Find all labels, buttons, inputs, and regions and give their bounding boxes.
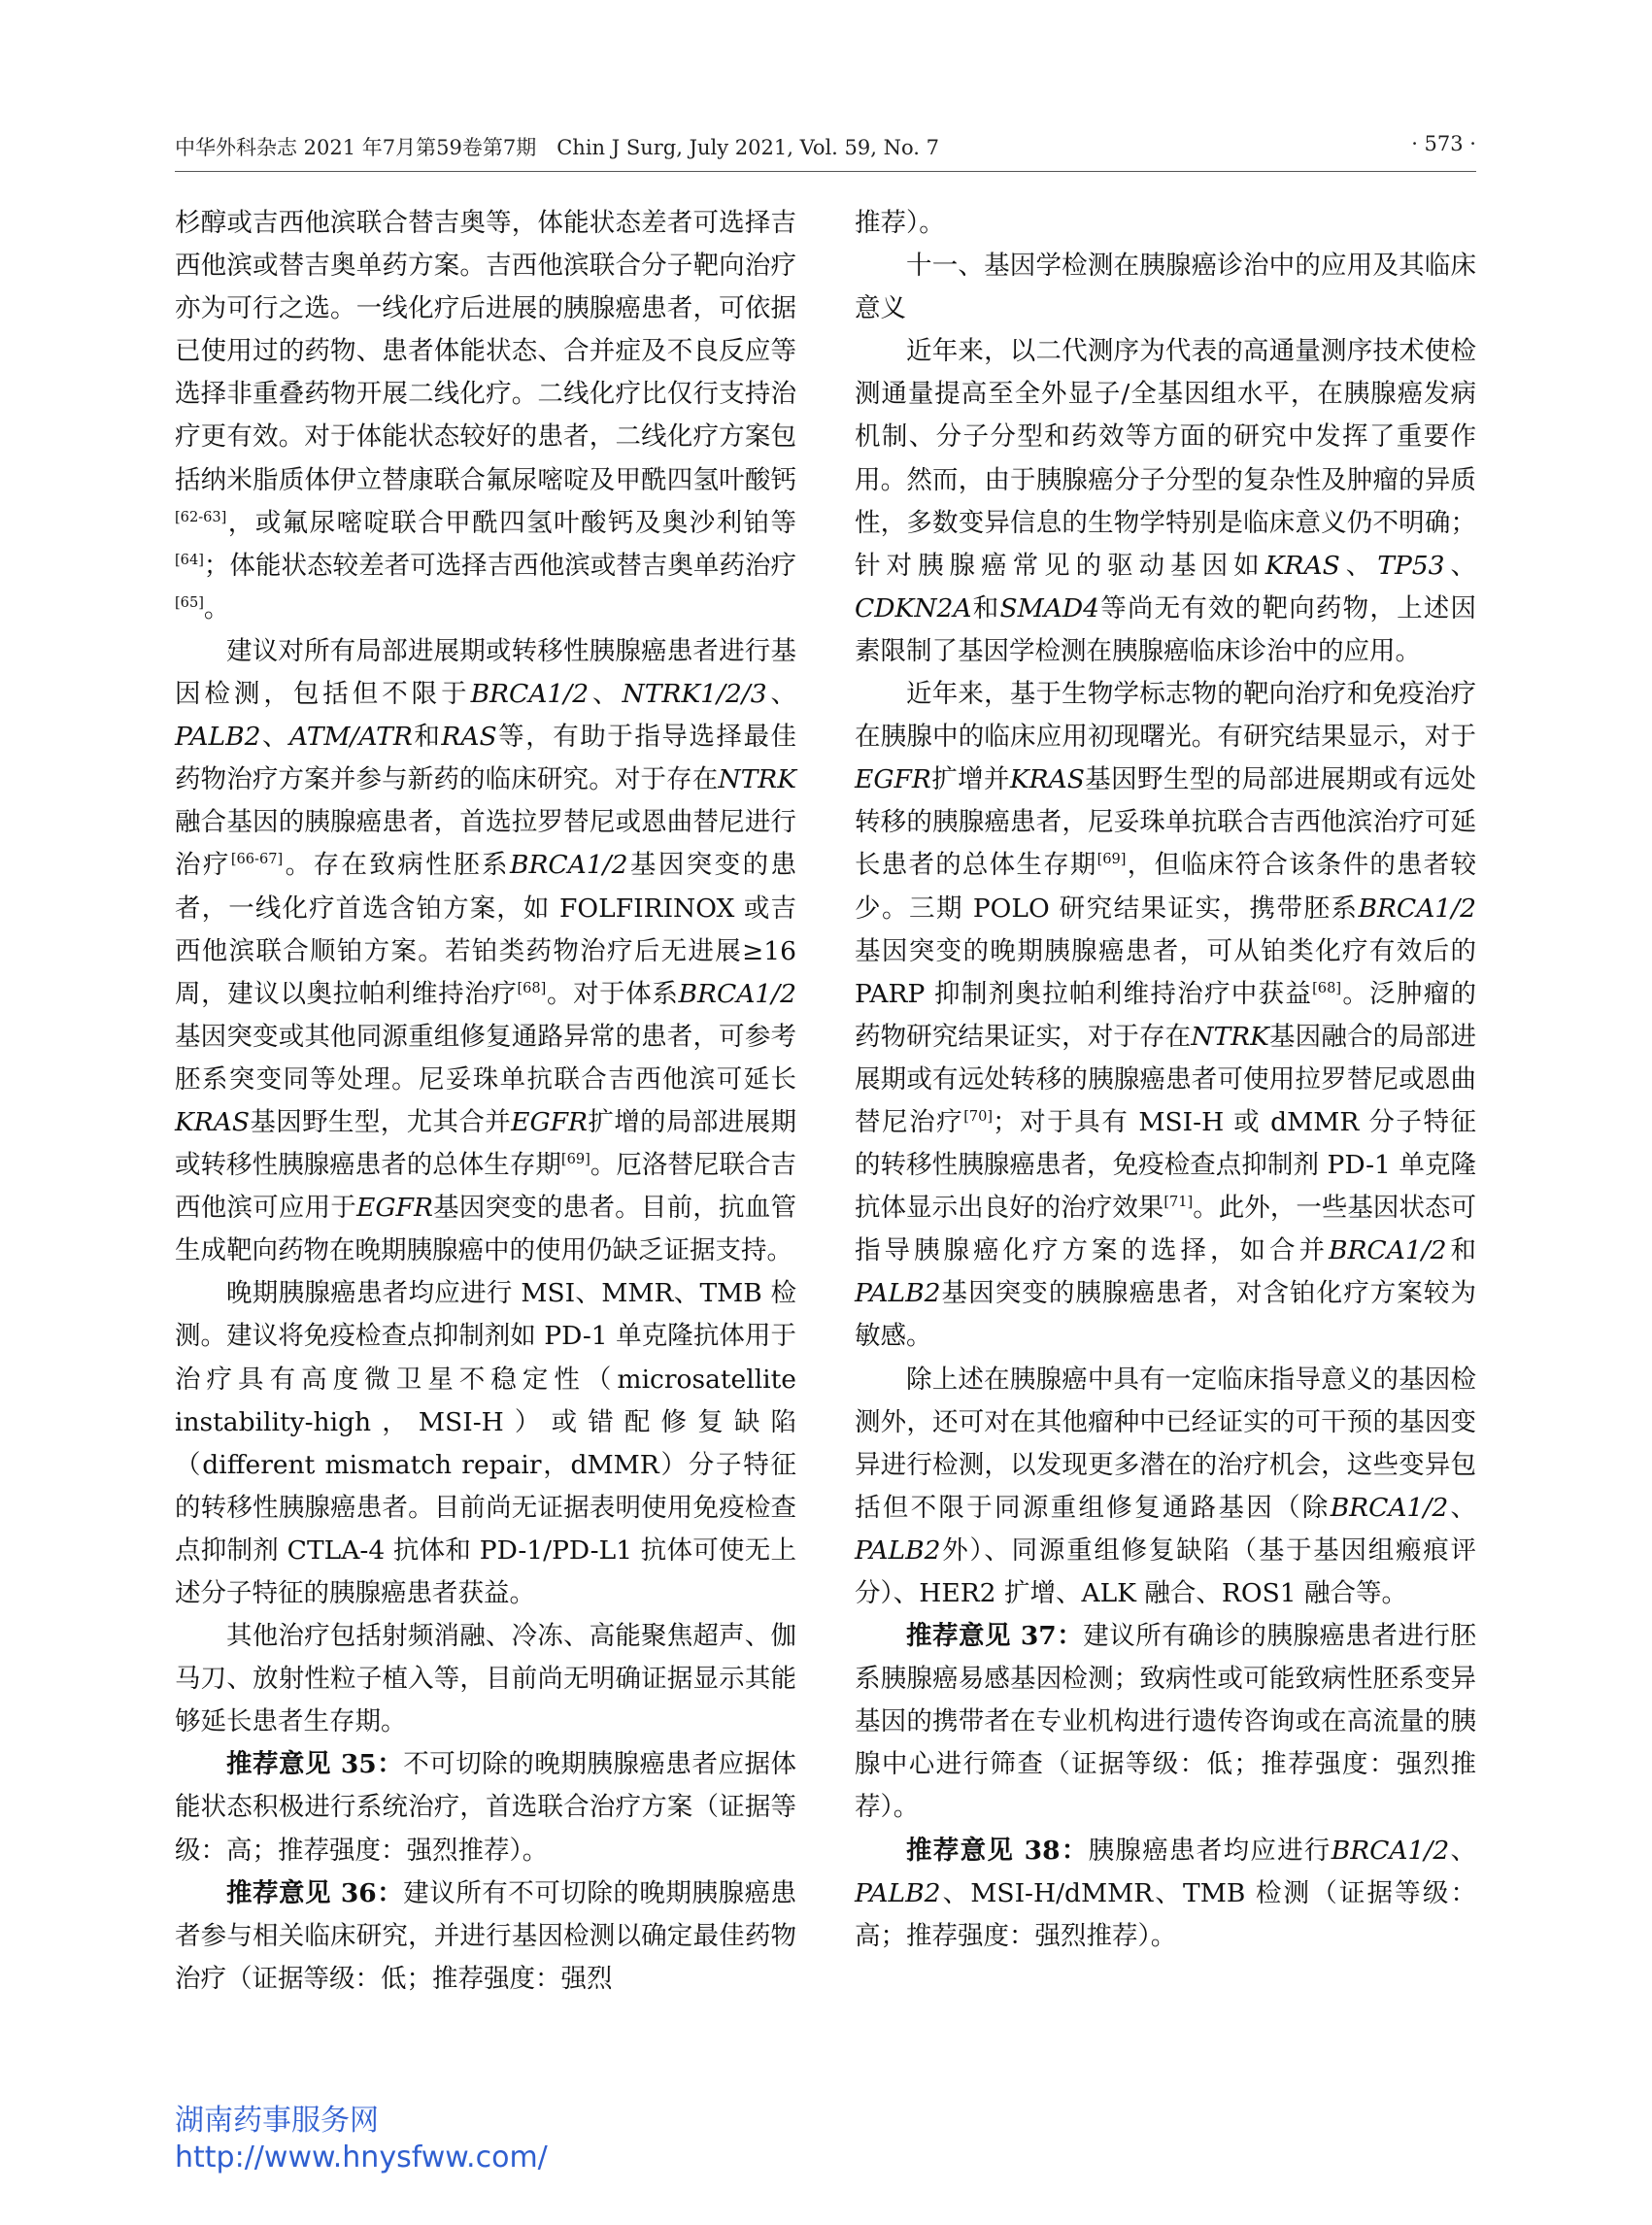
paragraph-gene-testing: 建议对所有局部进展期或转移性胰腺癌患者进行基因检测，包括但不限于BRCA1/2、NTRK1/2/3、PALB2、ATM/ATR和RAS等，有助于指导选择最佳药物治疗方案并参与新药的临床研究。对于存在NTRK融合基因的胰腺癌患者，首选拉罗替尼或恩曲替尼进行治疗[66-67]。存在致病性胚系BRCA1/2基因突变的患者，一线化疗首选含铂方案，如 FOLFIRINOX 或吉西他滨联合顺铂方案。若铂类药物治疗后无进展≥16周，建议以奥拉帕利维持治疗[68]。对于体系BRCA1/2基因突变或其他同源重组修复通路异常的患者，可参考胚系突变同等处理。尼妥珠单抗联合吉西他滨可延长KRAS基因野生型，尤其合并EGFR扩增的局部进展期或转移性胰腺癌患者的总体生存期[69]。厄洛替尼联合吉西他滨可应用于EGFR基因突变的患者。目前，抗血管生成靶向药物在晚期胰腺癌中的使用仍缺乏证据支持。 <box>175 635 797 1266</box>
journal-citation: 中华外科杂志 2021 年7月第59卷第7期 Chin J Surg, July 2021, Vol. 59, No. 7 <box>175 136 939 159</box>
recommendation-37: 推荐意见 37：建议所有确诊的胰腺癌患者进行胚系胰腺癌易感基因检测；致病性或可能致病性胚系变异基因的携带者在专业机构进行遗传咨询或在高流量的胰腺中心进行筛查（证据等级：低；推荐强度：强烈推荐）。 <box>855 1621 1476 1823</box>
paragraph-other-variants: 除上述在胰腺癌中具有一定临床指导意义的基因检测外，还可对在其他瘤种中已经证实的可干预的基因变异进行检测，以发现更多潜在的治疗机会，这些变异包括但不限于同源重组修复通路基因（除BRCA1/2、PALB2外）、同源重组修复缺陷（基于基因组瘢痕评分）、HER2 扩增、ALK 融合、ROS1 融合等。 <box>855 1364 1477 1608</box>
recommendation-35: 推荐意见 35：不可切除的晚期胰腺癌患者应据体能状态积极进行系统治疗，首选联合治疗方案（证据等级：高；推荐强度：强烈推荐）。 <box>175 1749 796 1866</box>
citation: [64] <box>175 551 204 568</box>
citation: [69] <box>1096 851 1127 868</box>
citation: [68] <box>517 979 547 996</box>
recommendation-38: 推荐意见 38：胰腺癌患者均应进行BRCA1/2、PALB2、MSI-H/dMMR、TMB 检测（证据等级：高；推荐强度：强烈推荐）。 <box>855 1835 1477 1951</box>
left-column <box>175 202 796 2001</box>
watermark-url: http://www.hnysfww.com/ <box>175 2141 548 2174</box>
recommendation-36: 推荐意见 36：建议所有不可切除的晚期胰腺癌患者参与相关临床研究，并进行基因检测以确定最佳药物治疗（证据等级：低；推荐强度：强烈 <box>175 1877 796 1994</box>
citation: [68] <box>1312 979 1342 996</box>
paragraph-immunotherapy: 晚期胰腺癌患者均应进行 MSI、MMR、TMB 检测。建议将免疫检查点抑制剂如 PD-1 单克隆抗体用于治疗具有高度微卫星不稳定性（microsatellite instability-high，MSI-H）或错配修复缺陷（different mismatch repair，dMMR）分子特征的转移性胰腺癌患者。目前尚无证据表明使用免疫检查点抑制剂 CTLA-4 抗体和 PD-1/PD-L1 抗体可使无上述分子特征的胰腺癌患者获益。 <box>175 1278 796 1608</box>
page-number: · 573 · <box>1411 132 1476 155</box>
citation: [69] <box>560 1151 590 1168</box>
recommendation-label: 推荐意见 35： <box>226 1749 404 1780</box>
paragraph-targeted-therapy: 近年来，基于生物学标志物的靶向治疗和免疫治疗在胰腺中的临床应用初现曙光。有研究结果显示，对于EGFR扩增并KRAS基因野生型的局部进展期或有远处转移的胰腺癌患者，尼妥珠单抗联合吉西他滨治疗可延长患者的总体生存期[69]，但临床符合该条件的患者较少。三期 POLO 研究结果证实，携带胚系BRCA1/2基因突变的晚期胰腺癌患者，可从铂类化疗有效后的 PARP 抑制剂奥拉帕利维持治疗中获益[68]。泛肿瘤的药物研究结果证实，对于存在NTRK基因融合的局部进展期或有远处转移的胰腺癌患者可使用拉罗替尼或恩曲替尼治疗[70]；对于具有 MSI-H 或 dMMR 分子特征的转移性胰腺癌患者，免疫检查点抑制剂 PD-1 单克隆抗体显示出良好的治疗效果[71]。此外，一些基因状态可指导胰腺癌化疗方案的选择，如合并BRCA1/2和PALB2基因突变的胰腺癌患者，对含铂化疗方案较为敏感。 <box>855 679 1477 1352</box>
recommendation-label: 推荐意见 37： <box>906 1621 1084 1652</box>
recommendation-label: 推荐意见 36： <box>226 1877 404 1908</box>
paragraph-other-therapies: 其他治疗包括射频消融、冷冻、高能聚焦超声、伽马刀、放射性粒子植入等，目前尚无明确证据显示其能够延长患者生存期。 <box>175 1621 796 1737</box>
paragraph-ngs: 近年来，以二代测序为代表的高通量测序技术使检测通量提高至全外显子/全基因组水平，在胰腺癌发病机制、分子分型和药效等方面的研究中发挥了重要作用。然而，由于胰腺癌分子分型的复杂性及肿瘤的异质性，多数变异信息的生物学特别是临床意义仍不明确；针对胰腺癌常见的驱动基因如KRAS、TP53、CDKN2A和SMAD4等尚无有效的靶向药物，上述因素限制了基因学检测在胰腺癌临床诊治中的应用。 <box>855 336 1477 666</box>
watermark <box>175 2103 548 2176</box>
continuation-text: 推荐）。 <box>855 208 945 238</box>
right-column <box>855 202 1476 1958</box>
citation: [62-63] <box>175 508 227 525</box>
paragraph-second-line-chemo: 杉醇或吉西他滨联合替吉奥等，体能状态差者可选择吉西他滨或替吉奥单药方案。吉西他滨联合分子靶向治疗亦为可行之选。一线化疗后进展的胰腺癌患者，可依据已使用过的药物、患者体能状态、合并症及不良反应等选择非重叠药物开展二线化疗。二线化疗比仅行支持治疗更有效。对于体能状态较好的患者，二线化疗方案包括纳米脂质体伊立替康联合氟尿嘧啶及甲酰四氢叶酸钙[62-63]，或氟尿嘧啶联合甲酰四氢叶酸钙及奥沙利铂等[64]；体能状态较差者可选择吉西他滨或替吉奥单药治疗[65]。 <box>175 208 796 624</box>
citation: [70] <box>963 1108 994 1126</box>
watermark-site-name: 湖南药事服务网 <box>175 2104 379 2138</box>
section-heading: 十一、基因学检测在胰腺癌诊治中的应用及其临床意义 <box>855 251 1476 324</box>
citation: [65] <box>175 594 204 612</box>
running-header <box>175 132 1476 172</box>
recommendation-label: 推荐意见 38： <box>906 1835 1089 1866</box>
citation: [71] <box>1163 1194 1194 1211</box>
citation: [66-67] <box>230 851 284 868</box>
